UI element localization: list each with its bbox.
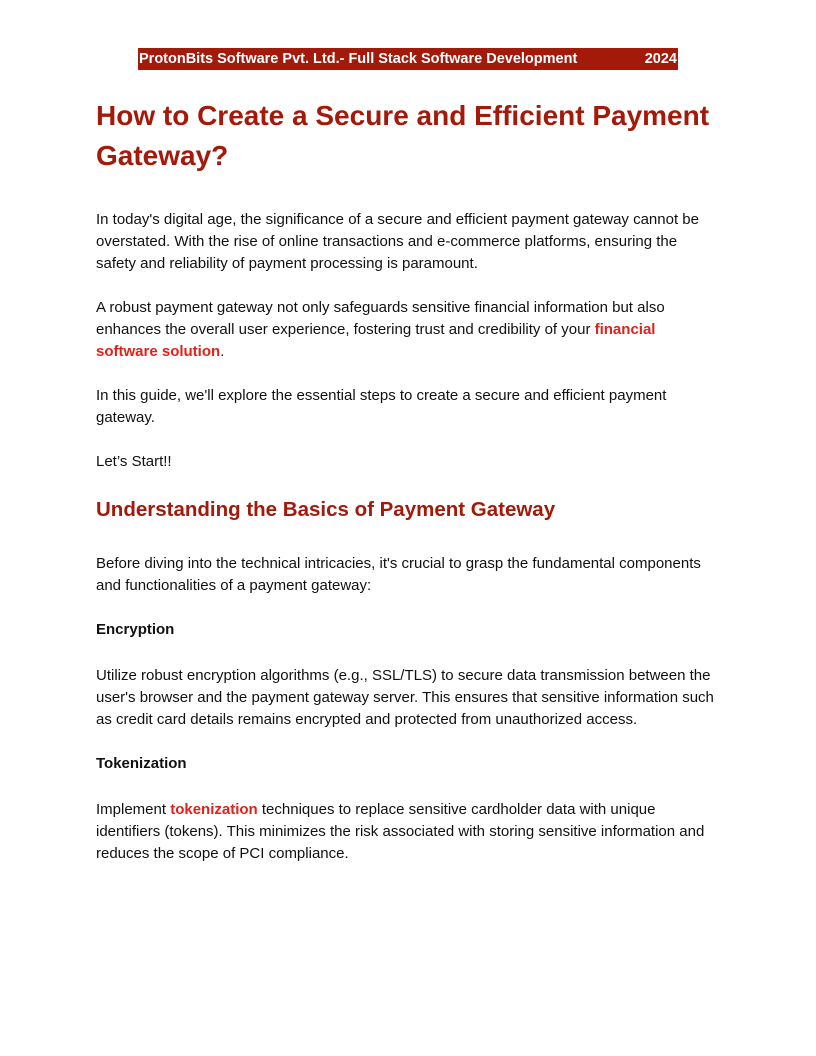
financial-software-solution-link[interactable]: financial software solution — [96, 321, 656, 360]
intro-paragraph-3: In this guide, we'll explore the essential steps to create a secure and efficient payment gateway. — [96, 387, 667, 426]
encryption-paragraph: Utilize robust encryption algorithms (e.g., SSL/TLS) to secure data transmission between the user's browser and the payment gateway server. This ensures that sensitive information such as credit card details remains encrypted and protected from unauthorized access. — [96, 667, 714, 728]
document-content — [96, 96, 720, 865]
header-company-text: ProtonBits Software Pvt. Ltd.- Full Stack Software Development — [139, 51, 578, 67]
page-title: How to Create a Secure and Efficient Payment Gateway? — [96, 100, 710, 171]
intro-paragraph-4: Let’s Start!! — [96, 453, 172, 470]
intro-paragraph-2 — [96, 297, 720, 363]
section-heading: Understanding the Basics of Payment Gateway — [96, 498, 556, 521]
tokenization-link[interactable]: tokenization — [170, 801, 258, 818]
tokenization-heading: Tokenization — [96, 755, 187, 772]
encryption-heading: Encryption — [96, 621, 175, 638]
tokenization-text-end: techniques to replace sensitive cardholder data with unique identifiers (tokens). This minimizes the risk associated with storing sensitive information and reduces the scope of PCI compliance. — [96, 801, 705, 862]
section-intro: Before diving into the technical intricacies, it's crucial to grasp the fundamental components and functionalities of a payment gateway: — [96, 555, 701, 594]
intro-p2-end: . — [220, 343, 225, 360]
header-banner — [138, 48, 678, 70]
intro-p2-text: A robust payment gateway not only safeguards sensitive financial information but also enhances the overall user experience, fostering trust and credibility of your — [96, 299, 665, 338]
intro-paragraph-1: In today's digital age, the significance of a secure and efficient payment gateway cannot be overstated. With the rise of online transactions and e-commerce platforms, ensuring the safety and reliability of payment processing is paramount. — [96, 211, 699, 272]
tokenization-paragraph — [96, 799, 720, 865]
header-year: 2024 — [644, 51, 677, 67]
tokenization-text-start: Implement — [96, 801, 171, 818]
